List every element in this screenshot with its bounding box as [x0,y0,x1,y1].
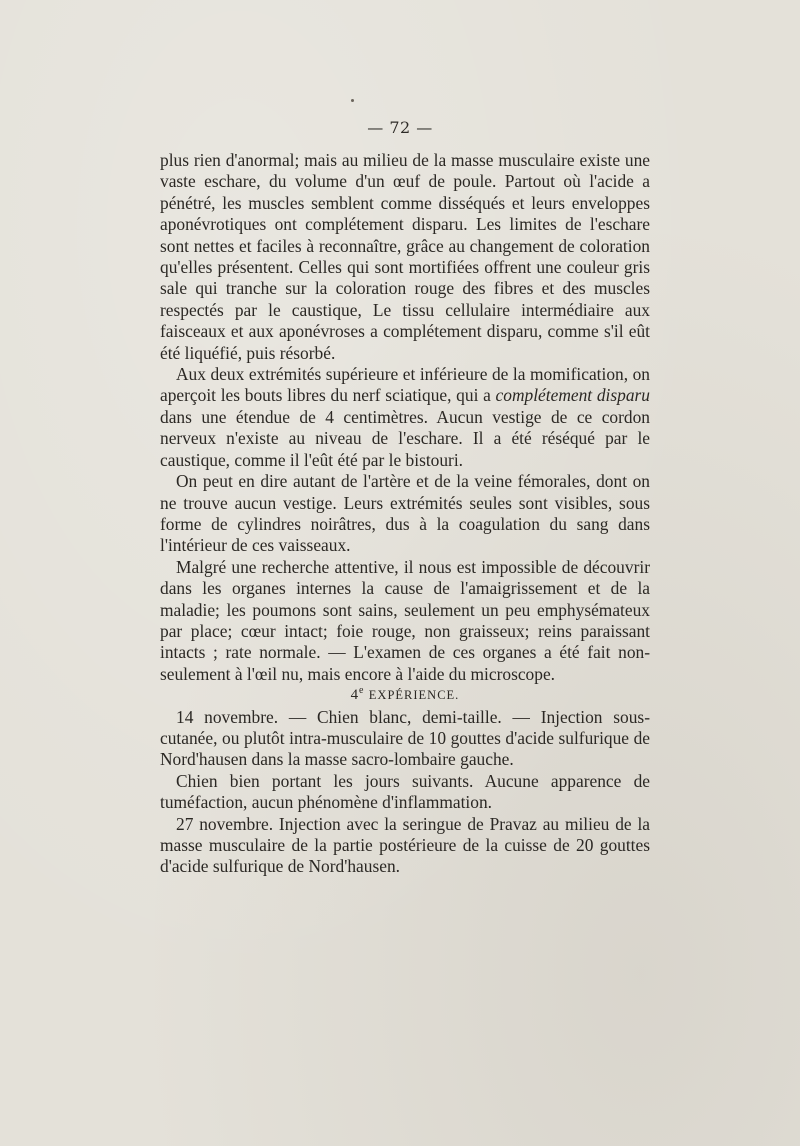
section-heading-superscript: e [358,685,365,697]
paragraph-2-end: dans une étendue de 4 centimètres. Aucun vestige de ce cordon nerveux n'existe au niveau de l'eschare. Il a été réséqué par le caustique, comme il l'eût été par le bistouri. [160,406,650,470]
paragraph-5: 14 novembre. — Chien blanc, demi-taille. — Injection sous-cutanée, ou plutôt intra-musculaire de 10 gouttes d'acide sulfurique de Nord'hausen dans la masse sacro-lombaire gauche. [160,706,650,770]
paragraph-2-italic: complétement disparu [495,385,650,406]
paragraph-3: On peut en dire autant de l'artère et de la veine fémorales, dont on ne trouve aucun vestige. Leurs extrémités seules sont visibles, sous forme de cylindres noirâtres, dus à la coagulation du sang dans l'intérieur de ces vaisseaux. [160,471,650,556]
paragraph-1: plus rien d'anormal; mais au milieu de la masse musculaire existe une vaste eschare, du volume d'un œuf de poule. Partout où l'acide a pénétré, les muscles semblent comme disséqués et leurs enveloppes aponévrotiques ont complétement disparu. Les limites de l'eschare sont nettes et faciles à reconnaître, grâce au changement de coloration qu'elles présentent. Celles qui sont mortifiées offrent une couleur gris sale qui tranche sur la coloration rouge des fibres et des muscles respectés par le caustique, Le tissu cellulaire intermédiaire aux faisceaux et aux aponévroses a complétement disparu, comme s'il eût été liquéfié, puis résorbé. [160,150,650,363]
page-number: — 72 — [367,118,433,137]
paragraph-7: 27 novembre. Injection avec la seringue de Pravaz au milieu de la masse musculaire de la partie postérieure de la cuisse de 20 gouttes d'acide sulfurique de Nord'hausen. [160,813,650,877]
body-text [160,150,650,878]
section-heading-number: 4 [350,687,359,704]
paragraph-6: Chien bien portant les jours suivants. Aucune apparence de tuméfaction, aucun phénomène d'inflammation. [160,770,650,813]
paragraph-4: Malgré une recherche attentive, il nous est impossible de découvrir dans les organes internes la cause de l'amaigrissement et de la maladie; les poumons sont sains, seulement un peu emphysémateux par place; cœur intact; foie rouge, non graisseux; reins paraissant intacts ; rate normale. — L'examen de ces organes a été fait non-seulement à l'œil nu, mais encore à l'aide du microscope. [160,556,650,684]
paragraph-2-start: Aux deux extrémités supérieure et inférieure de la momification, on aperçoit les bouts libres du nerf sciatique, qui a [160,364,650,406]
ink-speck [351,99,354,102]
section-heading-label: EXPÉRIENCE. [368,688,460,703]
section-heading [160,685,650,706]
paragraph-2 [160,364,650,471]
